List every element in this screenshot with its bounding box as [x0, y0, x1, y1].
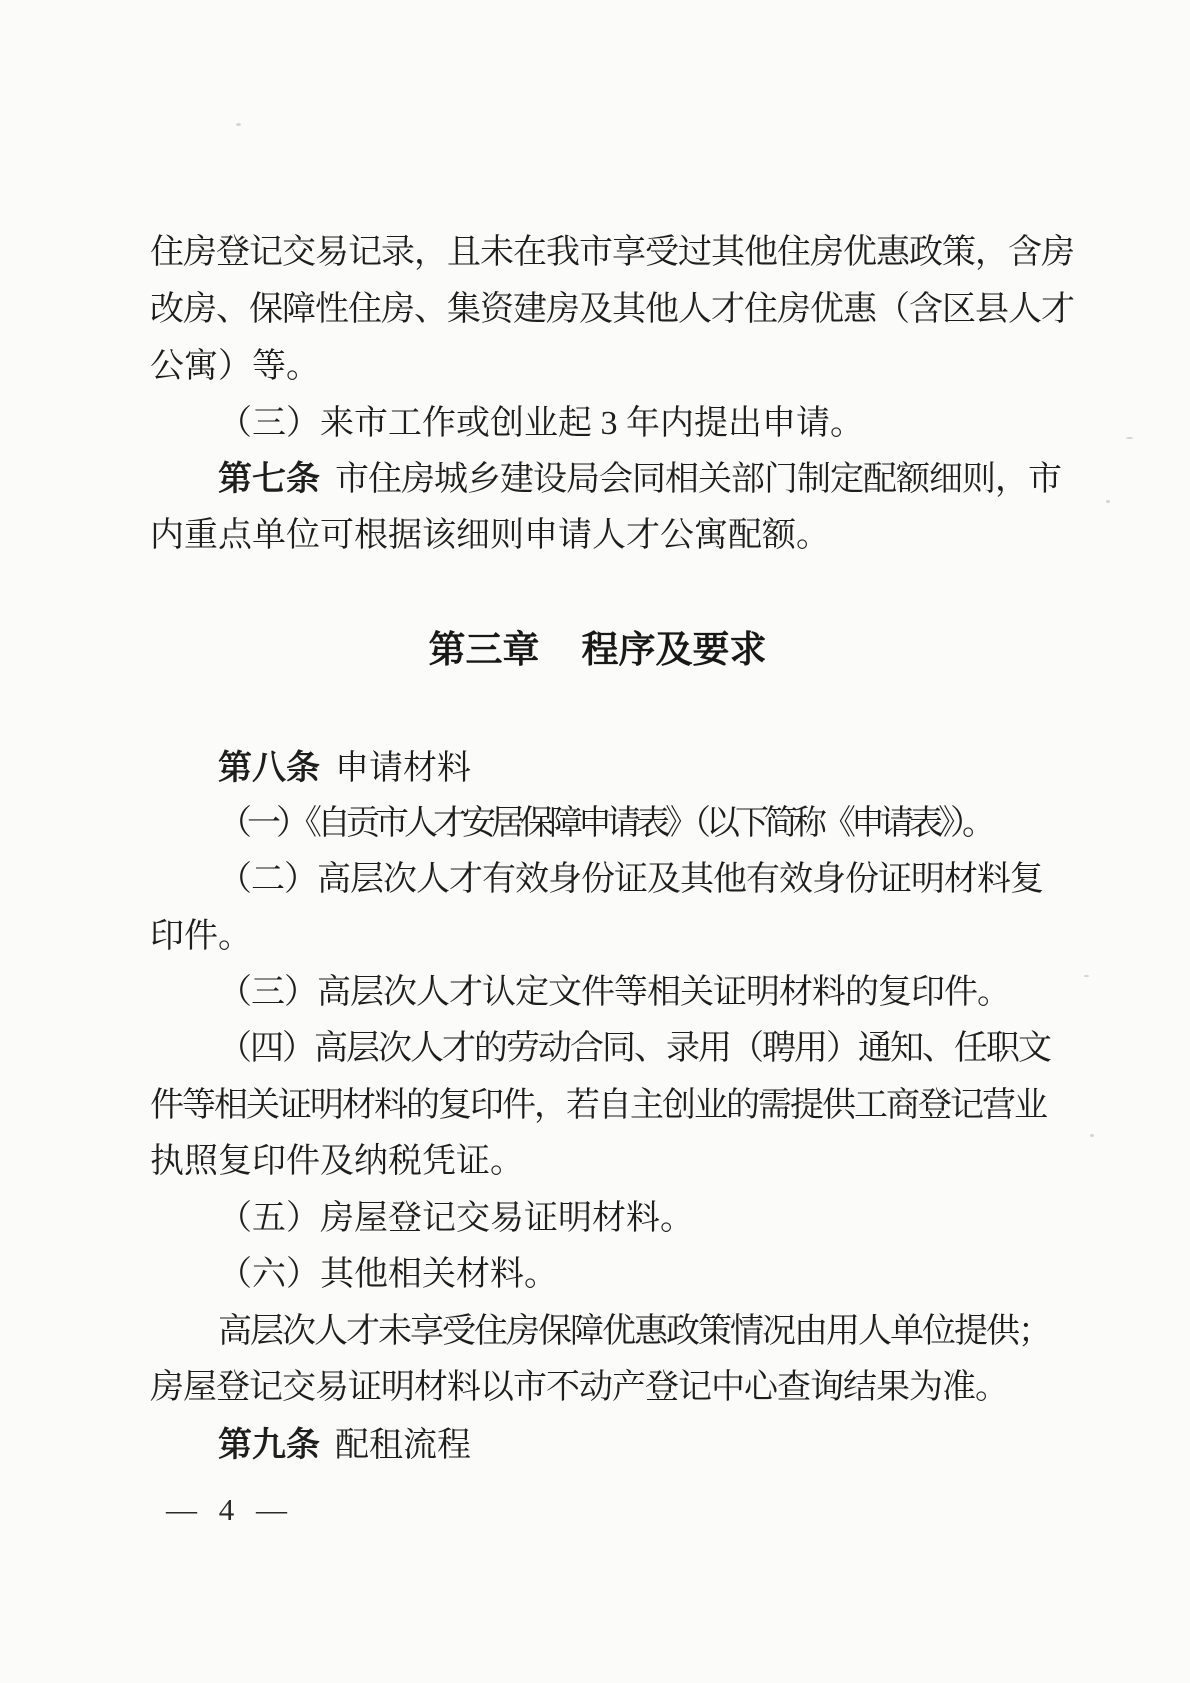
article-8-label: 第八条 [218, 749, 320, 787]
article-9-heading [150, 1425, 471, 1466]
note-line2: 房屋登记交易证明材料以市不动产登记中心查询结果为准。 [150, 1369, 1008, 1406]
material-item-4-line2: 件等相关证明材料的复印件，若自主创业的需提供工商登记营业 [150, 1087, 1046, 1124]
article-7-label: 第七条 [218, 460, 320, 498]
scan-artifact [236, 123, 241, 126]
material-item-2-line1: （二）高层次人才有效身份证及其他有效身份证明材料复 [218, 861, 1043, 898]
scan-artifact [1084, 975, 1089, 977]
article-7-line2: 内重点单位可根据该细则申请人才公寓配额。 [150, 517, 830, 554]
list-item-three: （三）来市工作或创业起 3 年内提出申请。 [218, 405, 864, 442]
page-number: — 4 — [166, 1492, 294, 1527]
scan-artifact [1090, 1134, 1094, 1137]
material-item-4-line1: （四）高层次人才的劳动合同、录用（聘用）通知、任职文 [218, 1030, 1050, 1067]
material-item-6: （六）其他相关材料。 [218, 1256, 558, 1293]
body-line: 改房、保障性住房、集资建房及其他人才住房优惠（含区县人才 [150, 291, 1074, 328]
scan-artifact [1106, 500, 1110, 503]
scan-artifact [1126, 437, 1133, 439]
material-item-5: （五）房屋登记交易证明材料。 [218, 1200, 694, 1237]
material-item-2-line2: 印件。 [150, 918, 252, 955]
body-line: 住房登记交易记录，且未在我市享受过其他住房优惠政策，含房 [150, 234, 1074, 271]
material-item-3: （三）高层次人才认定文件等相关证明材料的复印件。 [218, 974, 1010, 1011]
note-line1: 高层次人才未享受住房保障优惠政策情况由用人单位提供； [218, 1313, 1050, 1350]
article-8-title: 申请材料 [335, 750, 471, 787]
article-8-heading [150, 748, 471, 789]
material-item-1: （一）《自贡市人才安居保障申请表》（以下简称《申请表》）。 [218, 805, 991, 842]
article-9-title: 配租流程 [335, 1427, 471, 1464]
article-9-label: 第九条 [218, 1426, 320, 1464]
chapter-title: 程序及要求 [581, 629, 767, 670]
body-line: 公寓）等。 [150, 348, 320, 385]
chapter-heading [150, 628, 1045, 672]
article-7-line1 [150, 459, 1061, 500]
material-item-4-line3: 执照复印件及纳税凭证。 [150, 1143, 524, 1180]
chapter-number: 第三章 [428, 629, 540, 670]
article-7-text: 市住房城乡建设局会同相关部门制定配额细则，市 [335, 461, 1061, 498]
